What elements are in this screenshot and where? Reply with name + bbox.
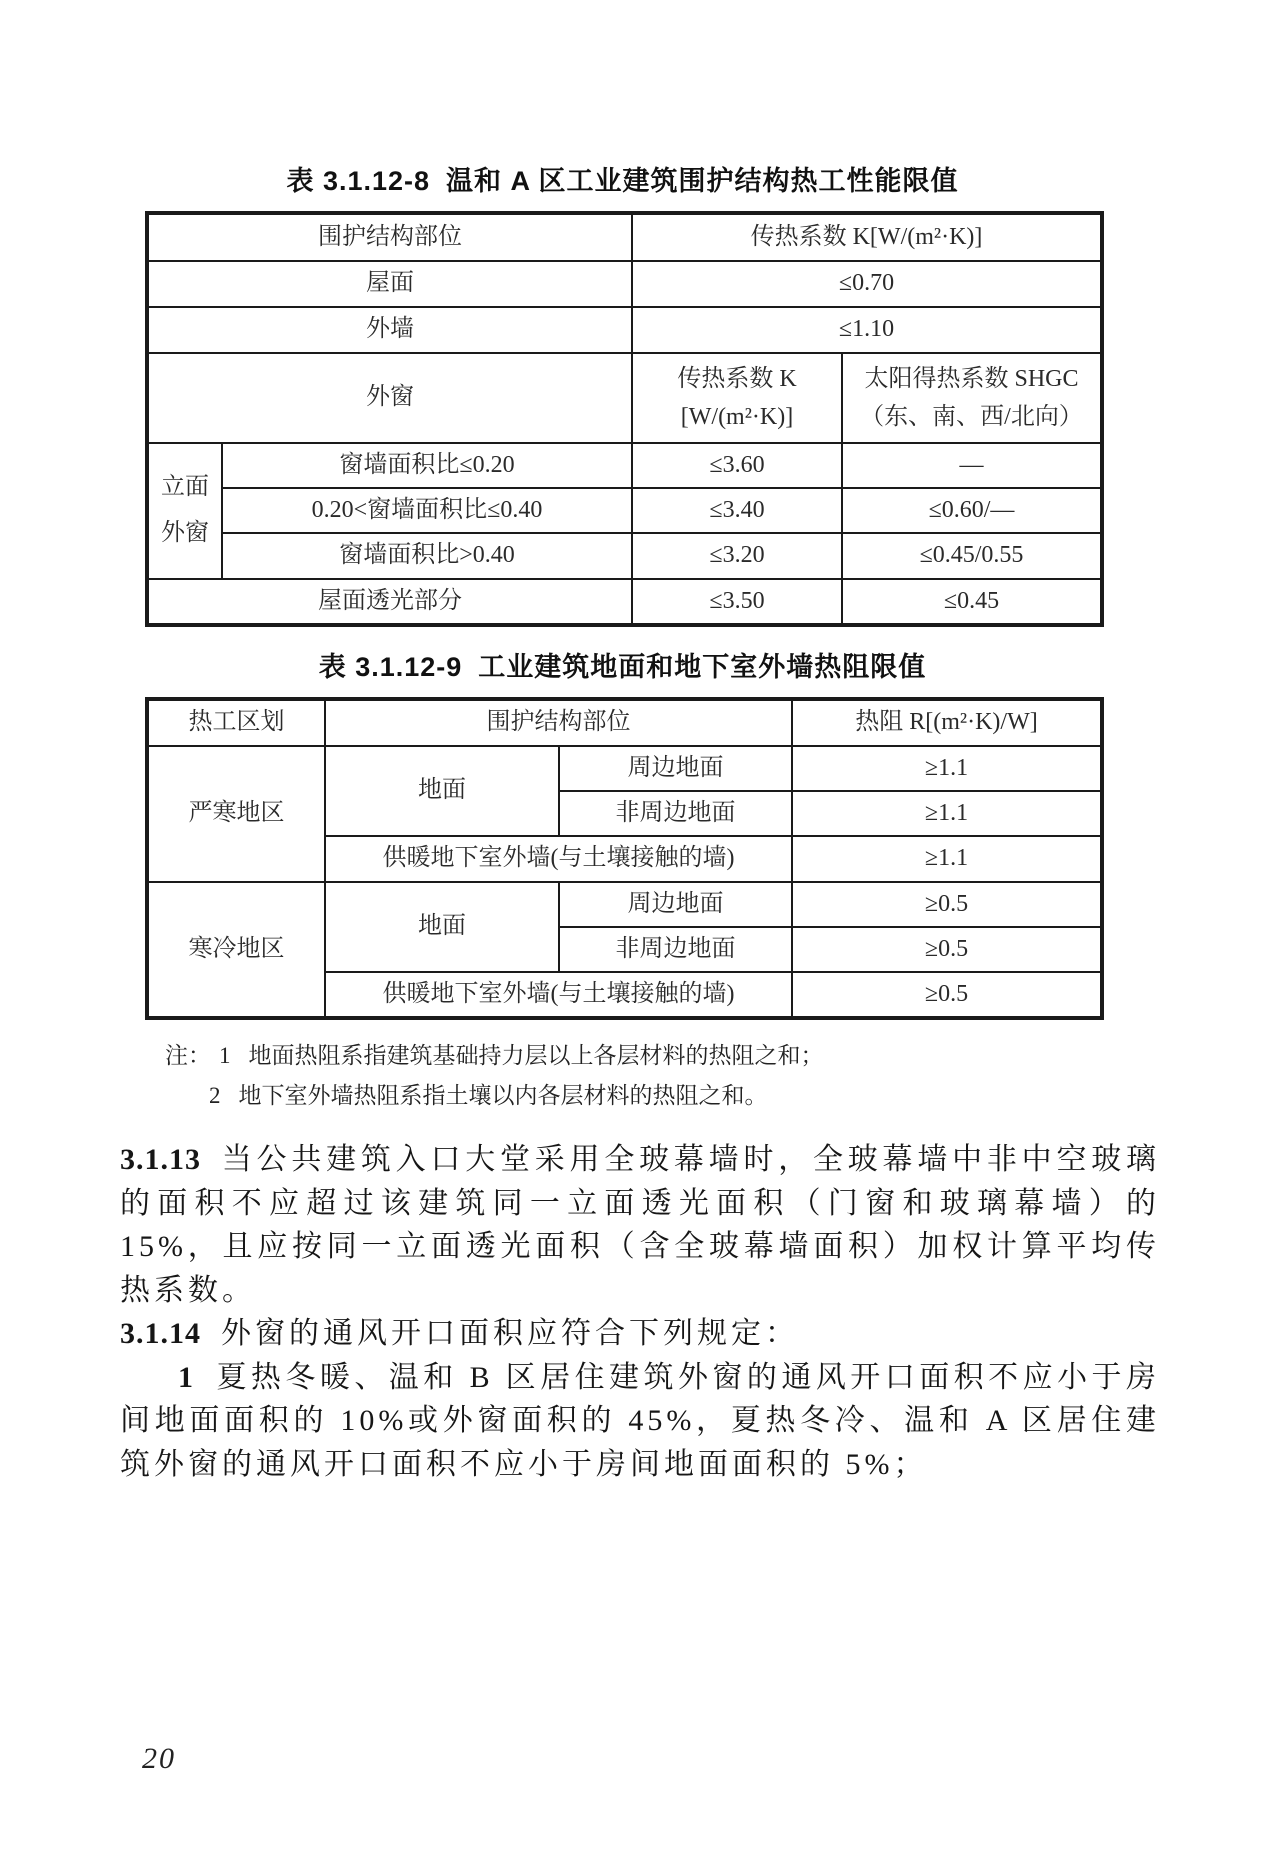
- table2-title-text: 工业建筑地面和地下室外墙热阻限值: [478, 652, 927, 682]
- thermal-performance-table: [145, 211, 1104, 627]
- t2-zone-name: 严寒地区: [147, 746, 325, 882]
- t1-facade-row-k: ≤3.20: [632, 533, 842, 579]
- clause-number: 3.1.14: [120, 1317, 201, 1350]
- t1-facade-label: 立面外窗: [147, 443, 222, 579]
- t2-ground-label: 地面: [325, 746, 559, 836]
- t1-window-shgc-header: [842, 353, 1102, 443]
- t1-facade-row-condition: 窗墙面积比≤0.20: [222, 443, 632, 488]
- t1-skylight-shgc: ≤0.45: [842, 579, 1102, 625]
- note-line: [165, 1076, 1280, 1116]
- t2-header-part: 围护结构部位: [325, 699, 792, 746]
- t1-window-k-header: [632, 353, 842, 443]
- t1-window-label: 外窗: [147, 353, 632, 443]
- note-number: 2: [209, 1083, 221, 1108]
- table1-block: [145, 0, 1100, 627]
- t1-facade-row-k: ≤3.40: [632, 488, 842, 533]
- t1-skylight-label: 屋面透光部分: [147, 579, 632, 625]
- t2-basement-value: ≥0.5: [792, 972, 1102, 1018]
- t2-ground-label: 地面: [325, 882, 559, 972]
- clause-number: 3.1.13: [120, 1143, 201, 1176]
- t1-wall-value: ≤1.10: [632, 307, 1102, 353]
- note-line: [165, 1036, 1280, 1076]
- t1-roof-value: ≤0.70: [632, 261, 1102, 307]
- t2-value: ≥1.1: [792, 746, 1102, 791]
- clause-3-1-13: [120, 1138, 1160, 1312]
- t1-facade-row-shgc: ≤0.60/—: [842, 488, 1102, 533]
- t2-header-zone: 热工区划: [147, 699, 325, 746]
- t1-window-k-title: 传热系数 K: [677, 365, 797, 392]
- t1-facade-row-condition: 0.20<窗墙面积比≤0.40: [222, 488, 632, 533]
- t1-roof-label: 屋面: [147, 261, 632, 307]
- t1-window-shgc-unit: （东、南、西/北向）: [860, 404, 1083, 430]
- t2-value: ≥0.5: [792, 927, 1102, 972]
- table1-title-text: 温和 A 区工业建筑围护结构热工性能限值: [446, 166, 959, 196]
- clause-text: 当公共建筑入口大堂采用全玻幕墙时，全玻幕墙中非中空玻璃的面积不应超过该建筑同一立面透光面积（门窗和玻璃幕墙）的 15%，且应按同一立面透光面积（含全玻幕墙面积）加权计算平均传热系数。: [120, 1143, 1160, 1307]
- t2-header-r: 热阻 R[(m²·K)/W]: [792, 699, 1102, 746]
- t1-header-part: 围护结构部位: [147, 213, 632, 261]
- table2-notes: [165, 1036, 1280, 1116]
- clause-3-1-14-item-1: [120, 1356, 1160, 1487]
- t2-part: 非周边地面: [559, 791, 792, 836]
- t1-skylight-k: ≤3.50: [632, 579, 842, 625]
- t1-facade-row-condition: 窗墙面积比>0.40: [222, 533, 632, 579]
- table2-title: [145, 651, 1100, 683]
- t1-window-shgc-title: 太阳得热系数 SHGC: [864, 365, 1079, 392]
- t2-part: 周边地面: [559, 746, 792, 791]
- t2-part: 非周边地面: [559, 927, 792, 972]
- t1-wall-label: 外墙: [147, 307, 632, 353]
- item-number: 1: [178, 1360, 194, 1394]
- t1-facade-row-shgc: —: [842, 443, 1102, 488]
- clause-3-1-14: [120, 1312, 1160, 1356]
- note-label: 注：: [165, 1043, 211, 1068]
- t1-facade-row-shgc: ≤0.45/0.55: [842, 533, 1102, 579]
- body-text: [120, 1138, 1160, 1486]
- table1-title-number: 表 3.1.12-8: [286, 166, 431, 196]
- t1-window-k-unit: [W/(m²·K)]: [680, 404, 794, 430]
- t2-value: ≥0.5: [792, 882, 1102, 927]
- note-text: 地下室外墙热阻系指土壤以内各层材料的热阻之和。: [238, 1083, 768, 1108]
- t2-basement-part: 供暖地下室外墙(与土壤接触的墙): [325, 836, 792, 882]
- t2-basement-value: ≥1.1: [792, 836, 1102, 882]
- table1-title: [145, 165, 1100, 197]
- table2-title-number: 表 3.1.12-9: [318, 652, 463, 682]
- clause-text: 外窗的通风开口面积应符合下列规定：: [221, 1317, 799, 1350]
- note-number: 1: [219, 1043, 231, 1068]
- t2-part: 周边地面: [559, 882, 792, 927]
- item-text: 夏热冬暖、温和 B 区居住建筑外窗的通风开口面积不应小于房间地面面积的 10%或外窗面积的 45%，夏热冬冷、温和 A 区居住建筑外窗的通风开口面积不应小于房间地面面积的 5%；: [120, 1360, 1160, 1481]
- note-text: 地面热阻系指建筑基础持力层以上各层材料的热阻之和；: [248, 1043, 824, 1068]
- ground-resistance-table: [145, 697, 1104, 1020]
- t2-value: ≥1.1: [792, 791, 1102, 836]
- page-number: 20: [142, 1742, 176, 1775]
- t1-facade-row-k: ≤3.60: [632, 443, 842, 488]
- t1-header-k: 传热系数 K[W/(m²·K)]: [632, 213, 1102, 261]
- t2-basement-part: 供暖地下室外墙(与土壤接触的墙): [325, 972, 792, 1018]
- t2-zone-name: 寒冷地区: [147, 882, 325, 1018]
- table2-block: [145, 651, 1100, 1020]
